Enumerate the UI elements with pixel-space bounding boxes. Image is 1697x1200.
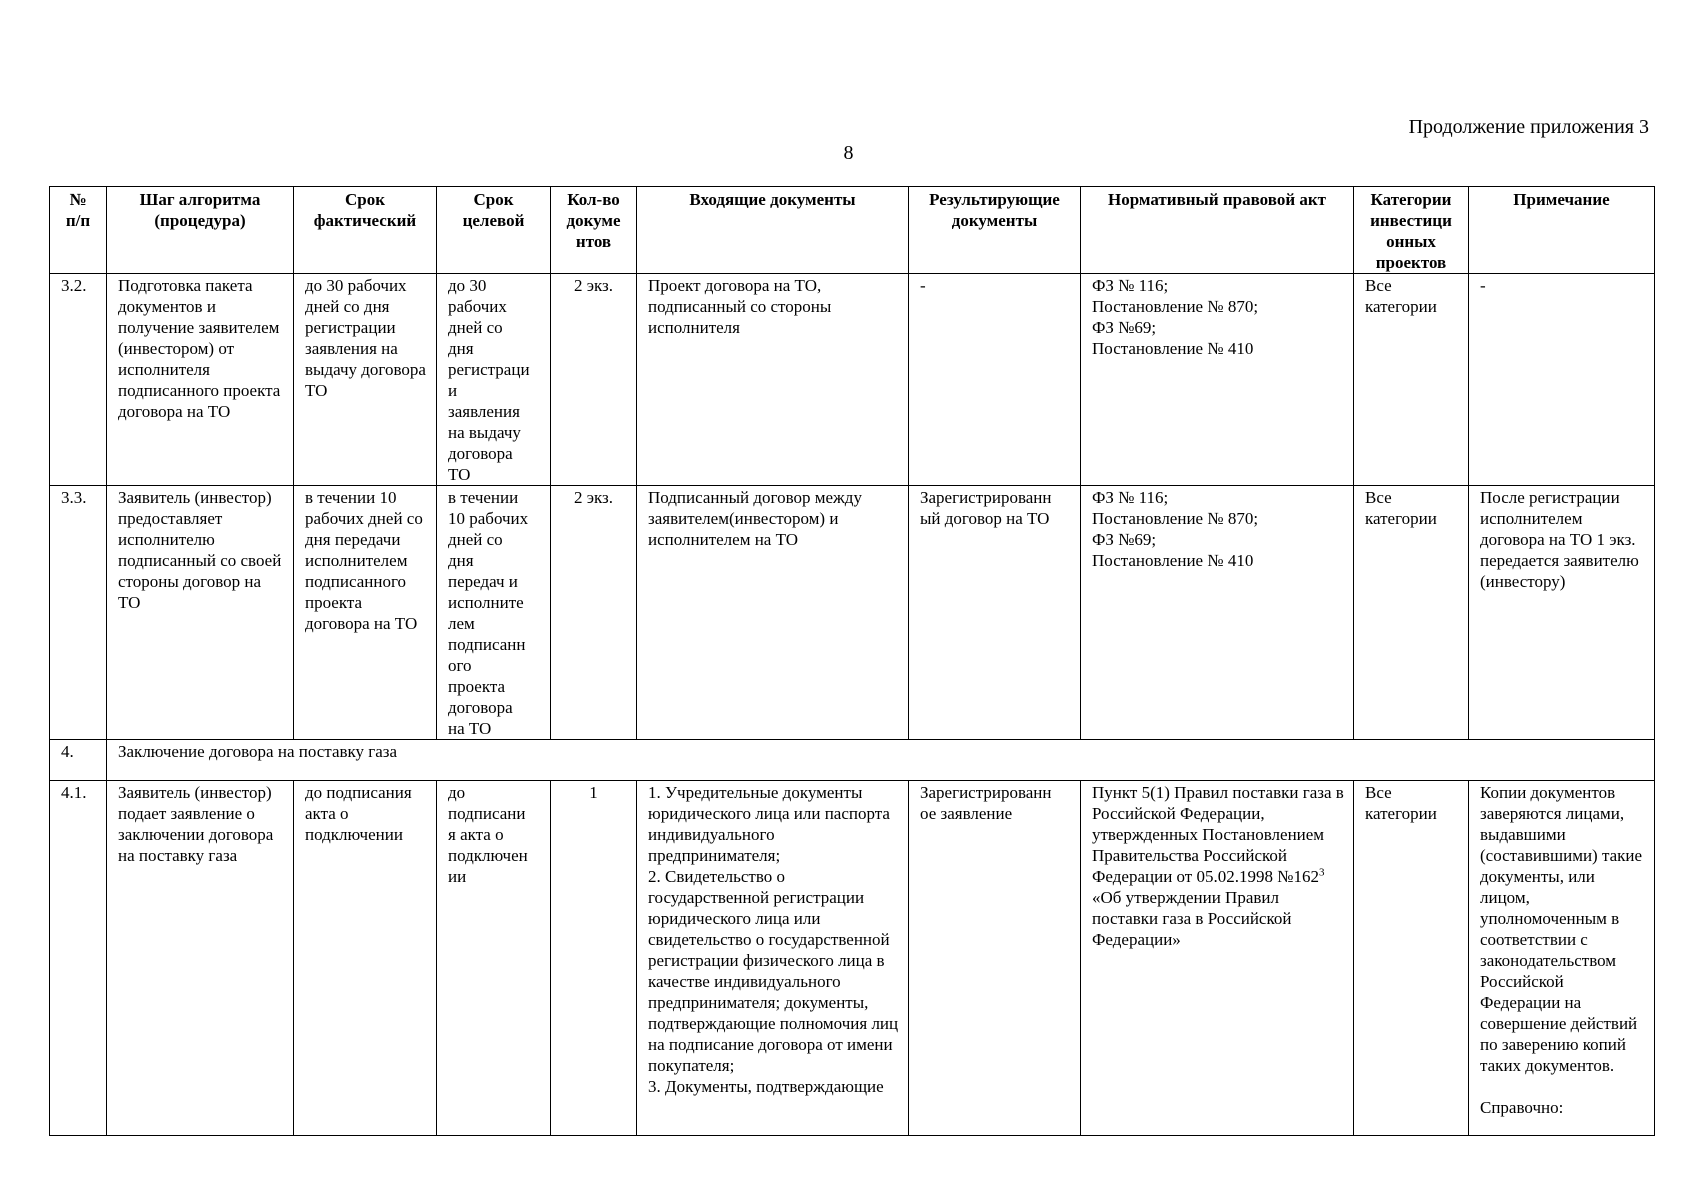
col-header-incoming-docs: Входящие документы [637, 187, 909, 274]
cell-step: Заявитель (инвестор) предоставляет исполнителю подписанный со своей стороны договор на ТО [107, 486, 294, 740]
table-row [50, 274, 1655, 486]
cell-project-category: Все категории [1354, 486, 1469, 740]
section-title: Заключение договора на поставку газа [107, 740, 1655, 781]
cell-incoming-docs: Проект договора на ТО, подписанный со стороны исполнителя [637, 274, 909, 486]
section-number: 4. [50, 740, 107, 781]
col-header-result-docs: Результирующие документы [909, 187, 1081, 274]
cell-result-docs: Зарегистрированн ый договор на ТО [909, 486, 1081, 740]
cell-number: 4.1. [50, 781, 107, 1136]
col-header-note: Примечание [1469, 187, 1655, 274]
cell-term-target: до подписани я акта о подключен ии [437, 781, 551, 1136]
cell-step: Заявитель (инвестор) подает заявление о заключении договора на поставку газа [107, 781, 294, 1136]
cell-doc-count: 2 экз. [551, 486, 637, 740]
legal-act-text-continued: «Об утверждении Правил поставки газа в Российской Федерации» [1092, 888, 1292, 949]
cell-term-target: в течении 10 рабочих дней со дня передач и исполните лем подписанн ого проекта договора на ТО [437, 486, 551, 740]
col-header-number: № п/п [50, 187, 107, 274]
cell-note: Копии документов заверяются лицами, выдавшими (составившими) такие документы, или лицом, уполномоченным в соответствии с законодательством Российской Федерации на совершение действий по заверению копий таких документов. Справочно: [1469, 781, 1655, 1136]
table-header-row [50, 187, 1655, 274]
cell-project-category: Все категории [1354, 274, 1469, 486]
cell-term-actual: до подписания акта о подключении [294, 781, 437, 1136]
cell-step: Подготовка пакета документов и получение заявителем (инвестором) от исполнителя подписанного проекта договора на ТО [107, 274, 294, 486]
cell-term-actual: до 30 рабочих дней со дня регистрации заявления на выдачу договора ТО [294, 274, 437, 486]
cell-legal-act: ФЗ № 116; Постановление № 870; ФЗ №69; Постановление № 410 [1081, 486, 1354, 740]
cell-note: После регистрации исполнителем договора на ТО 1 экз. передается заявителю (инвестору) [1469, 486, 1655, 740]
cell-term-actual: в течении 10 рабочих дней со дня передачи исполнителем подписанного проекта договора на ТО [294, 486, 437, 740]
algorithm-table [49, 186, 1655, 1136]
col-header-term-target: Срок целевой [437, 187, 551, 274]
cell-legal-act [1081, 781, 1354, 1136]
cell-project-category: Все категории [1354, 781, 1469, 1136]
cell-doc-count: 2 экз. [551, 274, 637, 486]
cell-doc-count: 1 [551, 781, 637, 1136]
cell-incoming-docs: 1. Учредительные документы юридического лица или паспорта индивидуального предпринимателя; 2. Свидетельство о государственной регистрации юридического лица или свидетельство о государственной регистрации физического лица в качестве индивидуального предпринимателя; документы, подтверждающие полномочия лиц на подписание договора от имени покупателя; 3. Документы, подтверждающие [637, 781, 909, 1136]
table-row [50, 781, 1655, 1136]
cell-incoming-docs: Подписанный договор между заявителем(инвестором) и исполнителем на ТО [637, 486, 909, 740]
cell-legal-act: ФЗ № 116; Постановление № 870; ФЗ №69; Постановление № 410 [1081, 274, 1354, 486]
col-header-doc-count: Кол-во докуме нтов [551, 187, 637, 274]
col-header-legal-act: Нормативный правовой акт [1081, 187, 1354, 274]
cell-result-docs: Зарегистрированн ое заявление [909, 781, 1081, 1136]
cell-note: - [1469, 274, 1655, 486]
footnote-marker: 3 [1318, 866, 1325, 879]
col-header-term-actual: Срок фактический [294, 187, 437, 274]
cell-term-target: до 30 рабочих дней со дня регистраци и заявления на выдачу договора ТО [437, 274, 551, 486]
cell-result-docs: - [909, 274, 1081, 486]
page-number: 8 [843, 142, 854, 164]
col-header-project-category: Категории инвестици онных проектов [1354, 187, 1469, 274]
cell-number: 3.2. [50, 274, 107, 486]
cell-number: 3.3. [50, 486, 107, 740]
table-row [50, 486, 1655, 740]
section-row [50, 740, 1655, 781]
appendix-continuation-note: Продолжение приложения 3 [1408, 116, 1649, 138]
legal-act-text: Пункт 5(1) Правил поставки газа в Российской Федерации, утвержденных Постановлением Правительства Российской Федерации от 05.02.1998 №162 [1092, 783, 1344, 886]
col-header-step: Шаг алгоритма (процедура) [107, 187, 294, 274]
